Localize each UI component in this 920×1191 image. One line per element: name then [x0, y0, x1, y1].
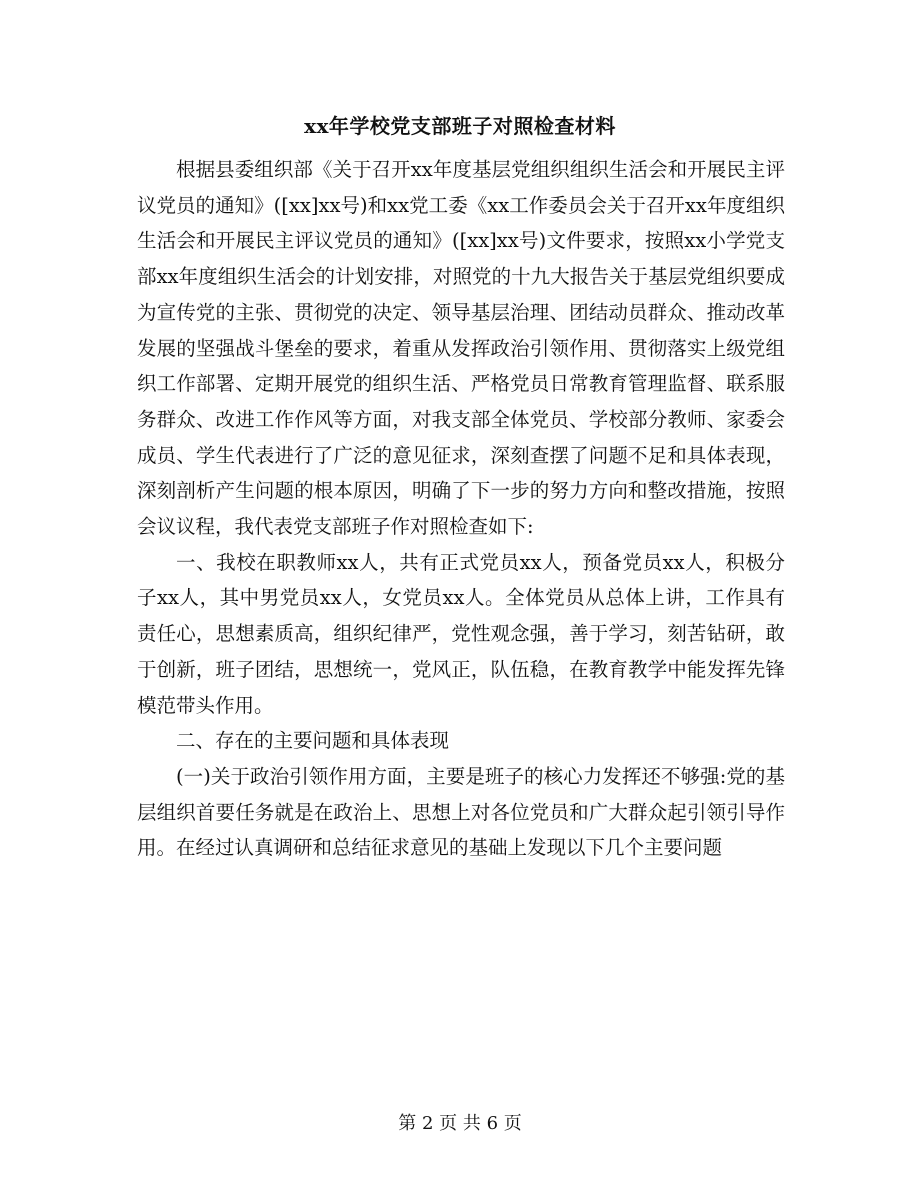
page-number-footer: 第 2 页 共 6 页 — [398, 1113, 522, 1134]
document-body — [137, 152, 785, 866]
paragraph-section-two-item-one: (一)关于政治引领作用方面，主要是班子的核心力发挥还不够强:党的基层组织首要任务就是在政治上、思想上对各位党员和广大群众起引领引导作用。在经过认真调研和总结征求意见的基础上发现以下几个主要问题 — [137, 764, 785, 860]
paragraph-intro: 根据县委组织部《关于召开xx年度基层党组织组织生活会和开展民主评议党员的通知》([xx]xx号)和xx党工委《xx工作委员会关于召开xx年度组织生活会和开展民主评议党员的通知》([xx]xx号)文件要求，按照xx小学党支部xx年度组织生活会的计划安排，对照党的十九大报告关于基层党组织要成为宣传党的主张、贯彻党的决定、领导基层治理、团结动员群众、推动改革发展的坚强战斗堡垒的要求，着重从发挥政治引领作用、贯彻落实上级党组织工作部署、定期开展党的组织生活、严格党员日常教育管理监督、联系服务群众、改进工作作风等方面，对我支部全体党员、学校部分教师、家委会成员、学生代表进行了广泛的意见征求，深刻查摆了问题不足和具体表现，深刻剖析产生问题的根本原因，明确了下一步的努力方向和整改措施，按照会议议程，我代表党支部班子作对照检查如下: — [137, 158, 785, 539]
document-title: xx年学校党支部班子对照检查材料 — [304, 114, 616, 138]
heading-section-two: 二、存在的主要问题和具体表现 — [176, 729, 450, 753]
paragraph-section-one: 一、我校在职教师xx人，共有正式党员xx人，预备党员xx人，积极分子xx人，其中男党员xx人，女党员xx人。全体党员从总体上讲，工作具有责任心，思想素质高，组织纪律严，党性观念强，善于学习，刻苦钻研，敢于创新，班子团结，思想统一，党风正，队伍稳，在教育教学中能发挥先锋模范带头作用。 — [137, 550, 785, 717]
